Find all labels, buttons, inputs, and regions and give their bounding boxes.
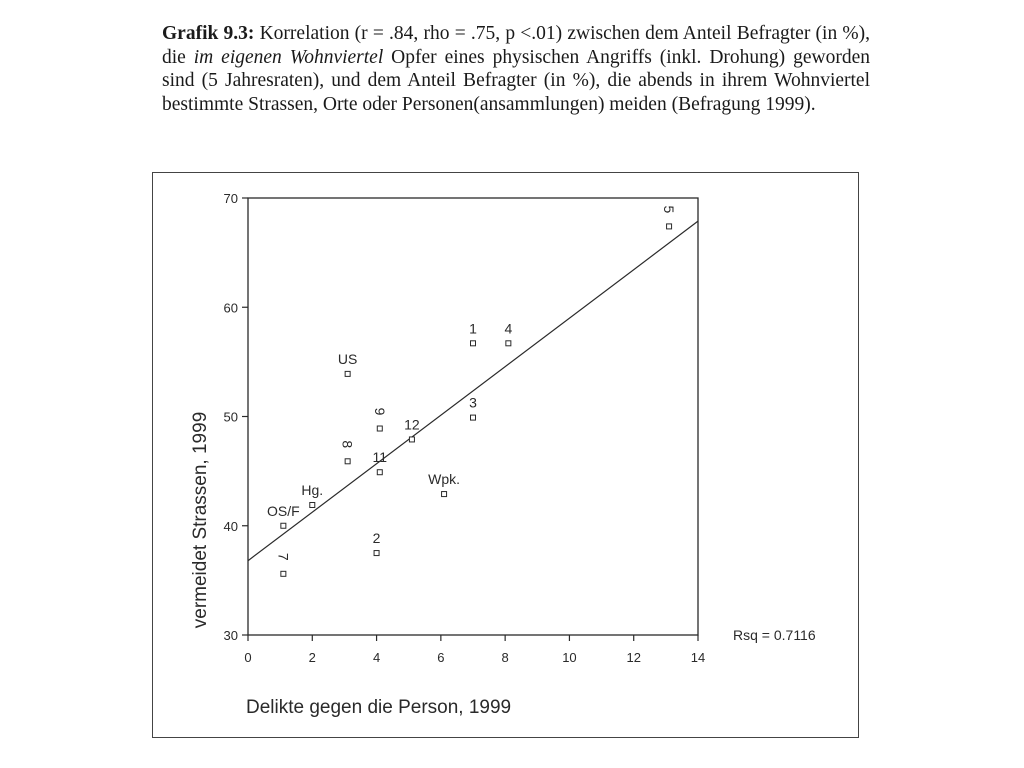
x-tick-label: 2 bbox=[308, 650, 316, 665]
data-point bbox=[374, 551, 379, 556]
y-tick-label: 60 bbox=[223, 300, 238, 316]
caption-label: Grafik 9.3: bbox=[162, 23, 255, 44]
data-point-label: 2 bbox=[372, 530, 381, 547]
x-tick-label: 0 bbox=[244, 650, 252, 665]
data-point bbox=[471, 415, 476, 420]
regression-line-group bbox=[248, 221, 698, 561]
data-point-label: 11 bbox=[372, 449, 388, 466]
y-tick-label: 50 bbox=[223, 409, 238, 425]
data-point bbox=[281, 571, 286, 576]
caption-text-2: Opfer eines physischen Angriffs (inkl. Drohung) geworden sind (5 Jahresraten), und dem Anteil Befragter (in %), die abends in ihrem Wohnviertel bestimmte Strassen, Orte oder Personen(ansammlungen) meiden (Befragung 1999). bbox=[162, 46, 870, 115]
regression-line bbox=[248, 221, 698, 561]
data-point-label: Hg. bbox=[301, 481, 324, 498]
data-point bbox=[506, 341, 511, 346]
caption-text-1: Korrelation (r = .84, rho = .75, p <.01) zwischen dem Anteil Befragter (in %), die bbox=[162, 23, 870, 68]
data-point-label: 4 bbox=[504, 320, 513, 337]
caption-italic: im eigenen Wohnviertel bbox=[193, 46, 384, 68]
y-tick-label: 40 bbox=[223, 518, 238, 534]
x-tick-label: 4 bbox=[372, 650, 381, 665]
data-point bbox=[281, 523, 286, 528]
x-axis-label: Delikte gegen die Person, 1999 bbox=[246, 697, 512, 718]
data-point bbox=[377, 426, 382, 431]
data-point-label: 5 bbox=[661, 205, 678, 214]
data-point-label: 3 bbox=[469, 394, 477, 411]
data-point bbox=[471, 341, 476, 346]
x-tick-label: 10 bbox=[562, 650, 577, 665]
data-point bbox=[442, 492, 447, 497]
data-point-label: Wpk. bbox=[428, 471, 461, 488]
data-point bbox=[310, 502, 315, 507]
data-point bbox=[377, 470, 382, 475]
data-point-label: 7 bbox=[275, 552, 292, 561]
data-point bbox=[345, 371, 350, 376]
y-tick-label: 70 bbox=[223, 191, 238, 206]
data-point-label: OS/F bbox=[267, 502, 300, 519]
data-point-label: 12 bbox=[404, 416, 420, 433]
y-axis bbox=[224, 191, 248, 643]
rsq-annotation: Rsq = 0.7116 bbox=[733, 627, 816, 643]
x-tick-label: 6 bbox=[437, 650, 445, 665]
y-tick-label: 30 bbox=[223, 628, 238, 643]
data-point-label: 8 bbox=[339, 440, 356, 449]
x-tick-label: 8 bbox=[501, 650, 509, 665]
x-tick-label: 12 bbox=[626, 650, 641, 665]
data-point-label: 1 bbox=[469, 320, 477, 337]
x-axis bbox=[244, 635, 705, 665]
data-point-label: US bbox=[337, 350, 358, 367]
x-tick-label: 14 bbox=[690, 650, 706, 665]
data-point bbox=[409, 437, 414, 442]
data-point bbox=[345, 459, 350, 464]
data-point bbox=[667, 224, 672, 229]
y-axis-label: vermeidet Strassen, 1999 bbox=[190, 411, 211, 629]
data-point-label: 9 bbox=[371, 407, 388, 416]
